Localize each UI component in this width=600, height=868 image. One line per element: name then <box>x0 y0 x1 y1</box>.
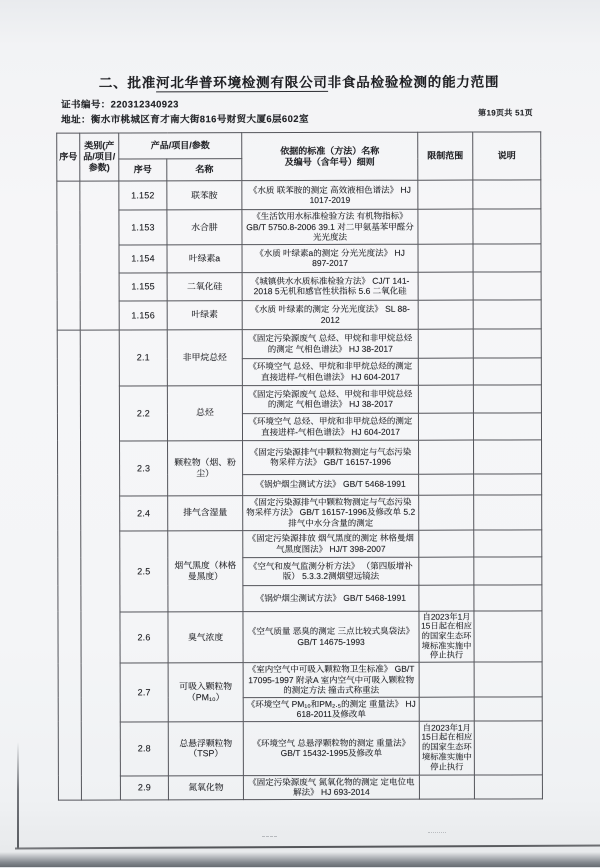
item-name-cell: 水合肼 <box>167 210 242 245</box>
item-seq-cell: 1.155 <box>119 272 167 300</box>
item-seq-cell: 1.154 <box>119 244 167 272</box>
note-cell <box>474 439 542 473</box>
limit-cell <box>418 180 473 209</box>
table-row <box>57 299 541 329</box>
standard-cell: 《固定污染源排气中颗粒物测定与气态污染物采样方法》 GB/T 16157-1996 <box>243 440 419 474</box>
limit-cell <box>419 495 474 530</box>
standard-cell: 《固定污染源废气 总烃、甲烷和非甲烷总烃的测定 气相色谱法》 HJ 38-2017 <box>242 385 418 413</box>
table-row <box>58 529 542 557</box>
limit-cell <box>419 585 474 611</box>
item-seq-cell: 2.6 <box>120 611 168 663</box>
header-limit: 限制范围 <box>418 132 473 180</box>
limit-cell <box>419 474 474 495</box>
limit-cell <box>418 244 473 272</box>
item-seq-cell: 2.9 <box>120 775 168 799</box>
header-standard: 依据的标准（方法）名称 及编号（含年号）细则 <box>242 132 418 180</box>
page-indicator: 第19页共 51页 <box>478 108 533 118</box>
title-prefix: 二、批准 <box>98 75 157 91</box>
scan-smudge <box>262 836 277 840</box>
item-name-cell: 臭气浓度 <box>168 611 243 663</box>
standard-cell: 《空气质量 恶臭的测定 三点比较式臭袋法》 GB/T 14675-1993 <box>243 611 419 663</box>
item-seq-cell: 1.156 <box>119 300 167 329</box>
note-cell <box>474 774 542 798</box>
standard-cell: 《室内空气中可吸入颗粒物卫生标准》 GB/T 17095-1997 附录A 室内空气中可吸入颗粒物的测定方法 撞击式称重法 <box>243 662 419 697</box>
note-cell <box>473 412 541 439</box>
standard-cell: 《锅炉烟尘测试方法》 GB/T 5468-1991 <box>243 585 419 611</box>
standard-cell: 《水质 叶绿素的测定 分光光度法》 SL 88-2012 <box>242 300 418 329</box>
item-name-cell: 烟气黑度（林格曼黑度） <box>168 530 243 611</box>
title-company-underlined: 河北华普环境检测有限公司 <box>156 74 328 91</box>
header-sub-name: 名称 <box>167 159 242 181</box>
header-product-group: 产品/项目/参数 <box>119 133 242 159</box>
note-cell <box>474 720 542 774</box>
outer-category-cell <box>80 181 119 330</box>
address-value: 衡水市桃城区育才南大街816号财贸大厦6层602室 <box>90 113 309 126</box>
item-seq-cell: 1.152 <box>119 181 167 210</box>
note-cell <box>474 696 542 720</box>
note-cell <box>474 473 542 494</box>
standard-cell: 《锅炉烟尘测试方法》 GB/T 5468-1991 <box>243 474 419 495</box>
standard-cell: 《固定污染源废气 总烃、甲烷和非甲烷总烃的测定 气相色谱法》 HJ 38-2017 <box>242 329 418 358</box>
note-cell <box>474 494 542 529</box>
item-name-cell: 氮氧化物 <box>168 775 243 799</box>
header-seq: 序号 <box>57 133 80 181</box>
item-name-cell: 总烃 <box>167 385 242 440</box>
header-note: 说明 <box>473 132 541 180</box>
header-sub-seq: 序号 <box>119 159 167 181</box>
limit-cell <box>419 530 474 557</box>
standard-cell: 《空气和废气监测分析方法》 （第四版增补版） 5.3.3.2测烟望远镜法 <box>243 557 419 585</box>
title-suffix: 非食品检验检测的能力范围 <box>327 74 500 90</box>
limit-cell: 自2023年1月15日起在相应的国家生态环境标准实施中停止执行 <box>419 611 474 663</box>
table-row <box>57 384 541 413</box>
limit-cell <box>418 358 473 385</box>
item-seq-cell: 2.5 <box>120 530 168 611</box>
address-label: 地址： <box>61 114 91 126</box>
limit-cell <box>419 662 474 697</box>
certificate-number-line <box>61 96 179 110</box>
item-seq-cell: 1.153 <box>119 210 167 245</box>
table-row <box>58 494 542 530</box>
standard-cell: 《环境空气 总烃、甲烷和非甲烷总烃的测定 直接进样-气相色谱法》 HJ 604-2017 <box>242 358 418 385</box>
table-row <box>57 271 541 300</box>
header-category: 类别(产品/项目/参数) <box>80 133 119 181</box>
table-row <box>58 662 542 698</box>
limit-cell <box>418 329 473 358</box>
standard-cell: 《水质 联苯胺的测定 高效液相色谱法》 HJ 1017-2019 <box>242 180 418 209</box>
item-name-cell: 排气含湿量 <box>168 495 243 530</box>
standard-cell: 《水质 叶绿素a的测定 分光光度法》 HJ 897-2017 <box>242 244 418 272</box>
item-name-cell: 叶绿素a <box>167 244 242 272</box>
limit-cell <box>419 697 474 721</box>
standard-cell: 《生活饮用水标准检验方法 有机物指标》 GB/T 5750.8-2006 39.1 对二甲氨基苯甲醛分光光度法 <box>242 209 418 244</box>
scan-smudge <box>428 832 446 836</box>
limit-cell <box>419 440 474 474</box>
note-cell <box>474 662 542 697</box>
limit-cell <box>418 385 473 413</box>
note-cell <box>474 556 542 584</box>
table-header <box>57 132 541 181</box>
table-row <box>58 439 542 474</box>
page-title <box>0 70 599 92</box>
capability-table-body <box>57 180 543 800</box>
address-line <box>61 111 309 126</box>
limit-cell <box>418 209 473 244</box>
table-row <box>57 243 541 272</box>
outer-category-cell <box>80 329 120 799</box>
note-cell <box>473 357 541 384</box>
note-cell <box>473 328 541 357</box>
limit-cell <box>419 557 474 585</box>
note-cell <box>473 209 541 244</box>
limit-cell <box>418 413 473 440</box>
item-seq-cell: 2.3 <box>120 440 168 495</box>
standard-cell: 《固定污染源排放 烟气黑度的测定 林格曼烟气黑度图法》 HJ/T 398-2007 <box>243 530 419 557</box>
standard-cell: 《环境空气 总悬浮颗粒物的测定 重量法》 GB/T 15432-1995及修改单 <box>243 721 419 775</box>
standard-cell: 《城镇供水水质标准检验方法》 CJ/T 141-2018 5无机和感官性状指标 5.6 二氧化硅 <box>242 272 418 300</box>
standard-cell: 《环境空气 总烃、甲烷和非甲烷总烃的测定 直接进样-气相色谱法》 HJ 604-2017 <box>242 413 418 440</box>
item-seq-cell: 2.8 <box>120 721 168 775</box>
item-name-cell: 二氧化硅 <box>167 272 242 300</box>
standard-cell: 《固定污染源排气中颗粒物测定与气态污染物采样方法》 GB/T 16157-1996及修改单 5.2排气中水分含量的测定 <box>243 495 419 530</box>
note-cell <box>473 243 541 271</box>
note-cell <box>474 584 542 610</box>
item-name-cell: 联苯胺 <box>167 181 242 210</box>
limit-cell <box>419 775 474 799</box>
item-seq-cell: 2.7 <box>120 663 168 722</box>
table-row <box>58 774 542 799</box>
certificate-label: 证书编号： <box>61 99 111 111</box>
item-name-cell: 可吸入颗粒物（PM₁₀） <box>168 663 243 722</box>
item-seq-cell: 2.1 <box>119 329 167 385</box>
table-row <box>58 610 542 663</box>
limit-cell: 自2023年1月15日起在相应的国家生态环境标准实施中停止执行 <box>419 721 474 775</box>
item-name-cell: 非甲烷总烃 <box>167 329 242 385</box>
note-cell <box>474 529 542 556</box>
item-name-cell: 叶绿素 <box>167 300 242 329</box>
outer-seq-cell <box>57 330 81 800</box>
table-row <box>58 720 542 775</box>
note-cell <box>473 271 541 299</box>
certificate-value: 220312340923 <box>110 99 179 111</box>
note-cell <box>473 299 541 328</box>
limit-cell <box>418 272 473 300</box>
note-cell <box>473 180 541 209</box>
capability-table <box>56 131 543 800</box>
table-row <box>57 328 541 358</box>
outer-seq-cell <box>57 181 80 330</box>
table-row <box>57 180 541 210</box>
paper-left-edge <box>17 742 19 849</box>
item-name-cell: 颗粒物（烟、粉尘） <box>168 440 243 495</box>
standard-cell: 《固定污染源废气 氮氧化物的测定 定电位电解法》 HJ 693-2014 <box>243 775 419 799</box>
limit-cell <box>418 300 473 329</box>
table-row <box>57 209 541 245</box>
standard-cell: 《环境空气 PM₁₀和PM₂.₅的测定 重量法》 HJ 618-2011及修改单 <box>243 697 419 721</box>
item-seq-cell: 2.4 <box>120 495 168 530</box>
item-name-cell: 总悬浮颗粒物（TSP） <box>168 721 243 775</box>
scanner-background-band <box>0 852 600 867</box>
header-row-1 <box>57 132 541 159</box>
item-seq-cell: 2.2 <box>119 385 167 440</box>
note-cell <box>474 610 542 662</box>
note-cell <box>473 384 541 412</box>
